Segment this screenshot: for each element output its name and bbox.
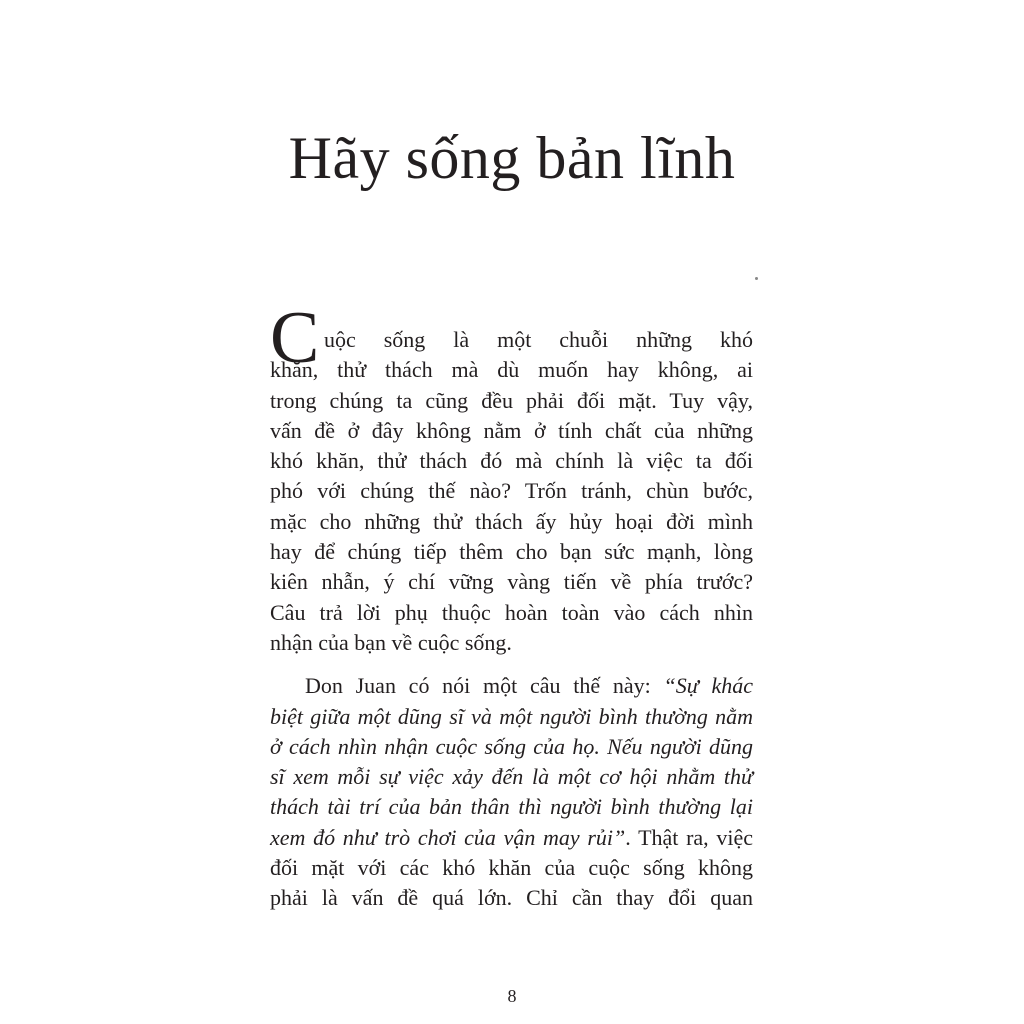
paper-speck	[755, 277, 758, 280]
text-line: hay để chúng tiếp thêm cho bạn sức mạnh, lòng	[270, 539, 753, 565]
quote-line: thách tài trí của bản thân thì người bình thường lại	[270, 794, 753, 820]
paragraph-1	[270, 297, 753, 658]
text-line: uộc sống là một chuỗi những khó	[324, 327, 753, 352]
text-line	[270, 823, 753, 853]
quote-segment: xem đó như trò chơi của vận may rủi”	[270, 824, 626, 850]
quote-segment: “Sự khác	[663, 673, 753, 699]
text-line: vấn đề ở đây không nằm ở tính chất của những	[270, 417, 753, 443]
page-number: 8	[507, 986, 517, 1006]
paragraph-2	[270, 671, 753, 913]
text-line: nhận của bạn về cuộc sống.	[270, 629, 512, 655]
text-line: khó khăn, thử thách đó mà chính là việc ta đối	[270, 448, 753, 474]
quote-line: sĩ xem mỗi sự việc xảy đến là một cơ hội nhằm thử	[270, 764, 753, 790]
text-segment: Don Juan có nói một câu thế này:	[305, 673, 664, 699]
text-line: trong chúng ta cũng đều phải đối mặt. Tuy vậy,	[270, 387, 753, 413]
body-text	[270, 297, 753, 914]
text-line: khăn, thử thách mà dù muốn hay không, ai	[270, 357, 753, 383]
text-segment: . Thật ra, việc	[625, 824, 753, 850]
text-line: phải là vấn đề quá lớn. Chỉ cần thay đổi quan	[270, 885, 753, 911]
text-line: đối mặt với các khó khăn của cuộc sống không	[270, 855, 753, 881]
text-line: phó với chúng thế nào? Trốn tránh, chùn bước,	[270, 478, 753, 504]
chapter-title: Hãy sống bản lĩnh	[288, 125, 736, 191]
text-line: kiên nhẫn, ý chí vững vàng tiến về phía trước?	[270, 569, 753, 595]
text-line	[270, 671, 753, 701]
quote-line: biệt giữa một dũng sĩ và một người bình thường nằm	[270, 703, 753, 729]
quote-line: ở cách nhìn nhận cuộc sống của họ. Nếu người dũng	[270, 733, 753, 759]
text-line: mặc cho những thử thách ấy hủy hoại đời mình	[270, 508, 753, 534]
text-line: Câu trả lời phụ thuộc hoàn toàn vào cách nhìn	[270, 599, 753, 625]
drop-cap: C	[270, 297, 320, 379]
